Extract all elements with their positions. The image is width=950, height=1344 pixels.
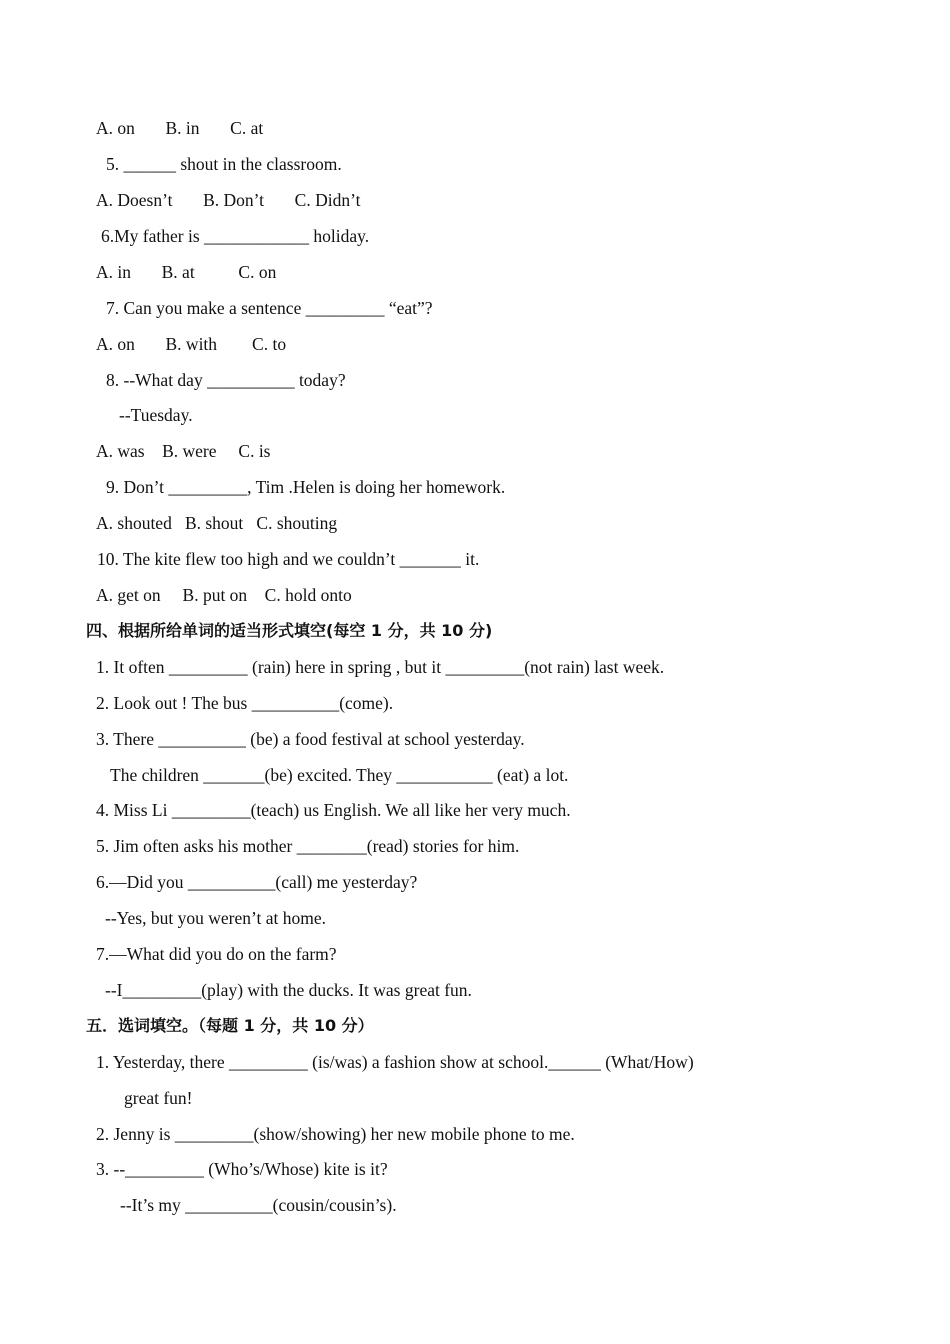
- s4-line-3: 3. There __________ (be) a food festival at school yesterday.: [96, 729, 525, 749]
- q6-question: 6.My father is ____________ holiday.: [101, 226, 370, 246]
- s4-line-9: 7.—What did you do on the farm?: [96, 944, 337, 964]
- q4-options: A. on B. in C. at: [96, 118, 264, 138]
- s4-line-6: 5. Jim often asks his mother ________(read) stories for him.: [96, 836, 520, 856]
- s4-line-2: 2. Look out ! The bus __________(come).: [96, 693, 394, 713]
- section4-heading: 四、根据所给单词的适当形式填空(每空 1 分，共 10 分): [86, 621, 493, 640]
- q7-options: A. on B. with C. to: [96, 334, 287, 354]
- s4-line-5: 4. Miss Li _________(teach) us English. We all like her very much.: [96, 800, 571, 820]
- q8-question: 8. --What day __________ today?: [106, 370, 346, 390]
- q10-question: 10. The kite flew too high and we couldn’t _______ it.: [97, 549, 480, 569]
- s5-line-3: 3. --_________ (Who’s/Whose) kite is it?: [96, 1159, 388, 1179]
- s5-line-2: 2. Jenny is _________(show/showing) her new mobile phone to me.: [96, 1124, 575, 1144]
- section5-heading: 五．选词填空。（每题 1 分，共 10 分）: [86, 1016, 374, 1035]
- q9-question: 9. Don’t _________, Tim .Helen is doing her homework.: [106, 477, 506, 497]
- s5-line-1: 1. Yesterday, there _________ (is/was) a fashion show at school.______ (What/How): [96, 1052, 694, 1072]
- s4-line-4: The children _______(be) excited. They ___________ (eat) a lot.: [110, 765, 569, 785]
- s5-line-3-answer: --It’s my __________(cousin/cousin’s).: [120, 1195, 397, 1215]
- s5-line-1-cont: great fun!: [124, 1088, 193, 1108]
- s4-line-7: 6.—Did you __________(call) me yesterday?: [96, 872, 418, 892]
- q7-question: 7. Can you make a sentence _________ “eat”?: [106, 298, 433, 318]
- q8-answer: --Tuesday.: [119, 405, 193, 425]
- s4-line-10: --I_________(play) with the ducks. It was great fun.: [105, 980, 472, 1000]
- q5-question: 5. ______ shout in the classroom.: [106, 154, 342, 174]
- q8-options: A. was B. were C. is: [96, 441, 271, 461]
- q9-options: A. shouted B. shout C. shouting: [96, 513, 338, 533]
- q6-options: A. in B. at C. on: [96, 262, 277, 282]
- s4-line-8: --Yes, but you weren’t at home.: [105, 908, 326, 928]
- s4-line-1: 1. It often _________ (rain) here in spring , but it _________(not rain) last week.: [96, 657, 665, 677]
- q5-options: A. Doesn’t B. Don’t C. Didn’t: [96, 190, 361, 210]
- q10-options: A. get on B. put on C. hold onto: [96, 585, 352, 605]
